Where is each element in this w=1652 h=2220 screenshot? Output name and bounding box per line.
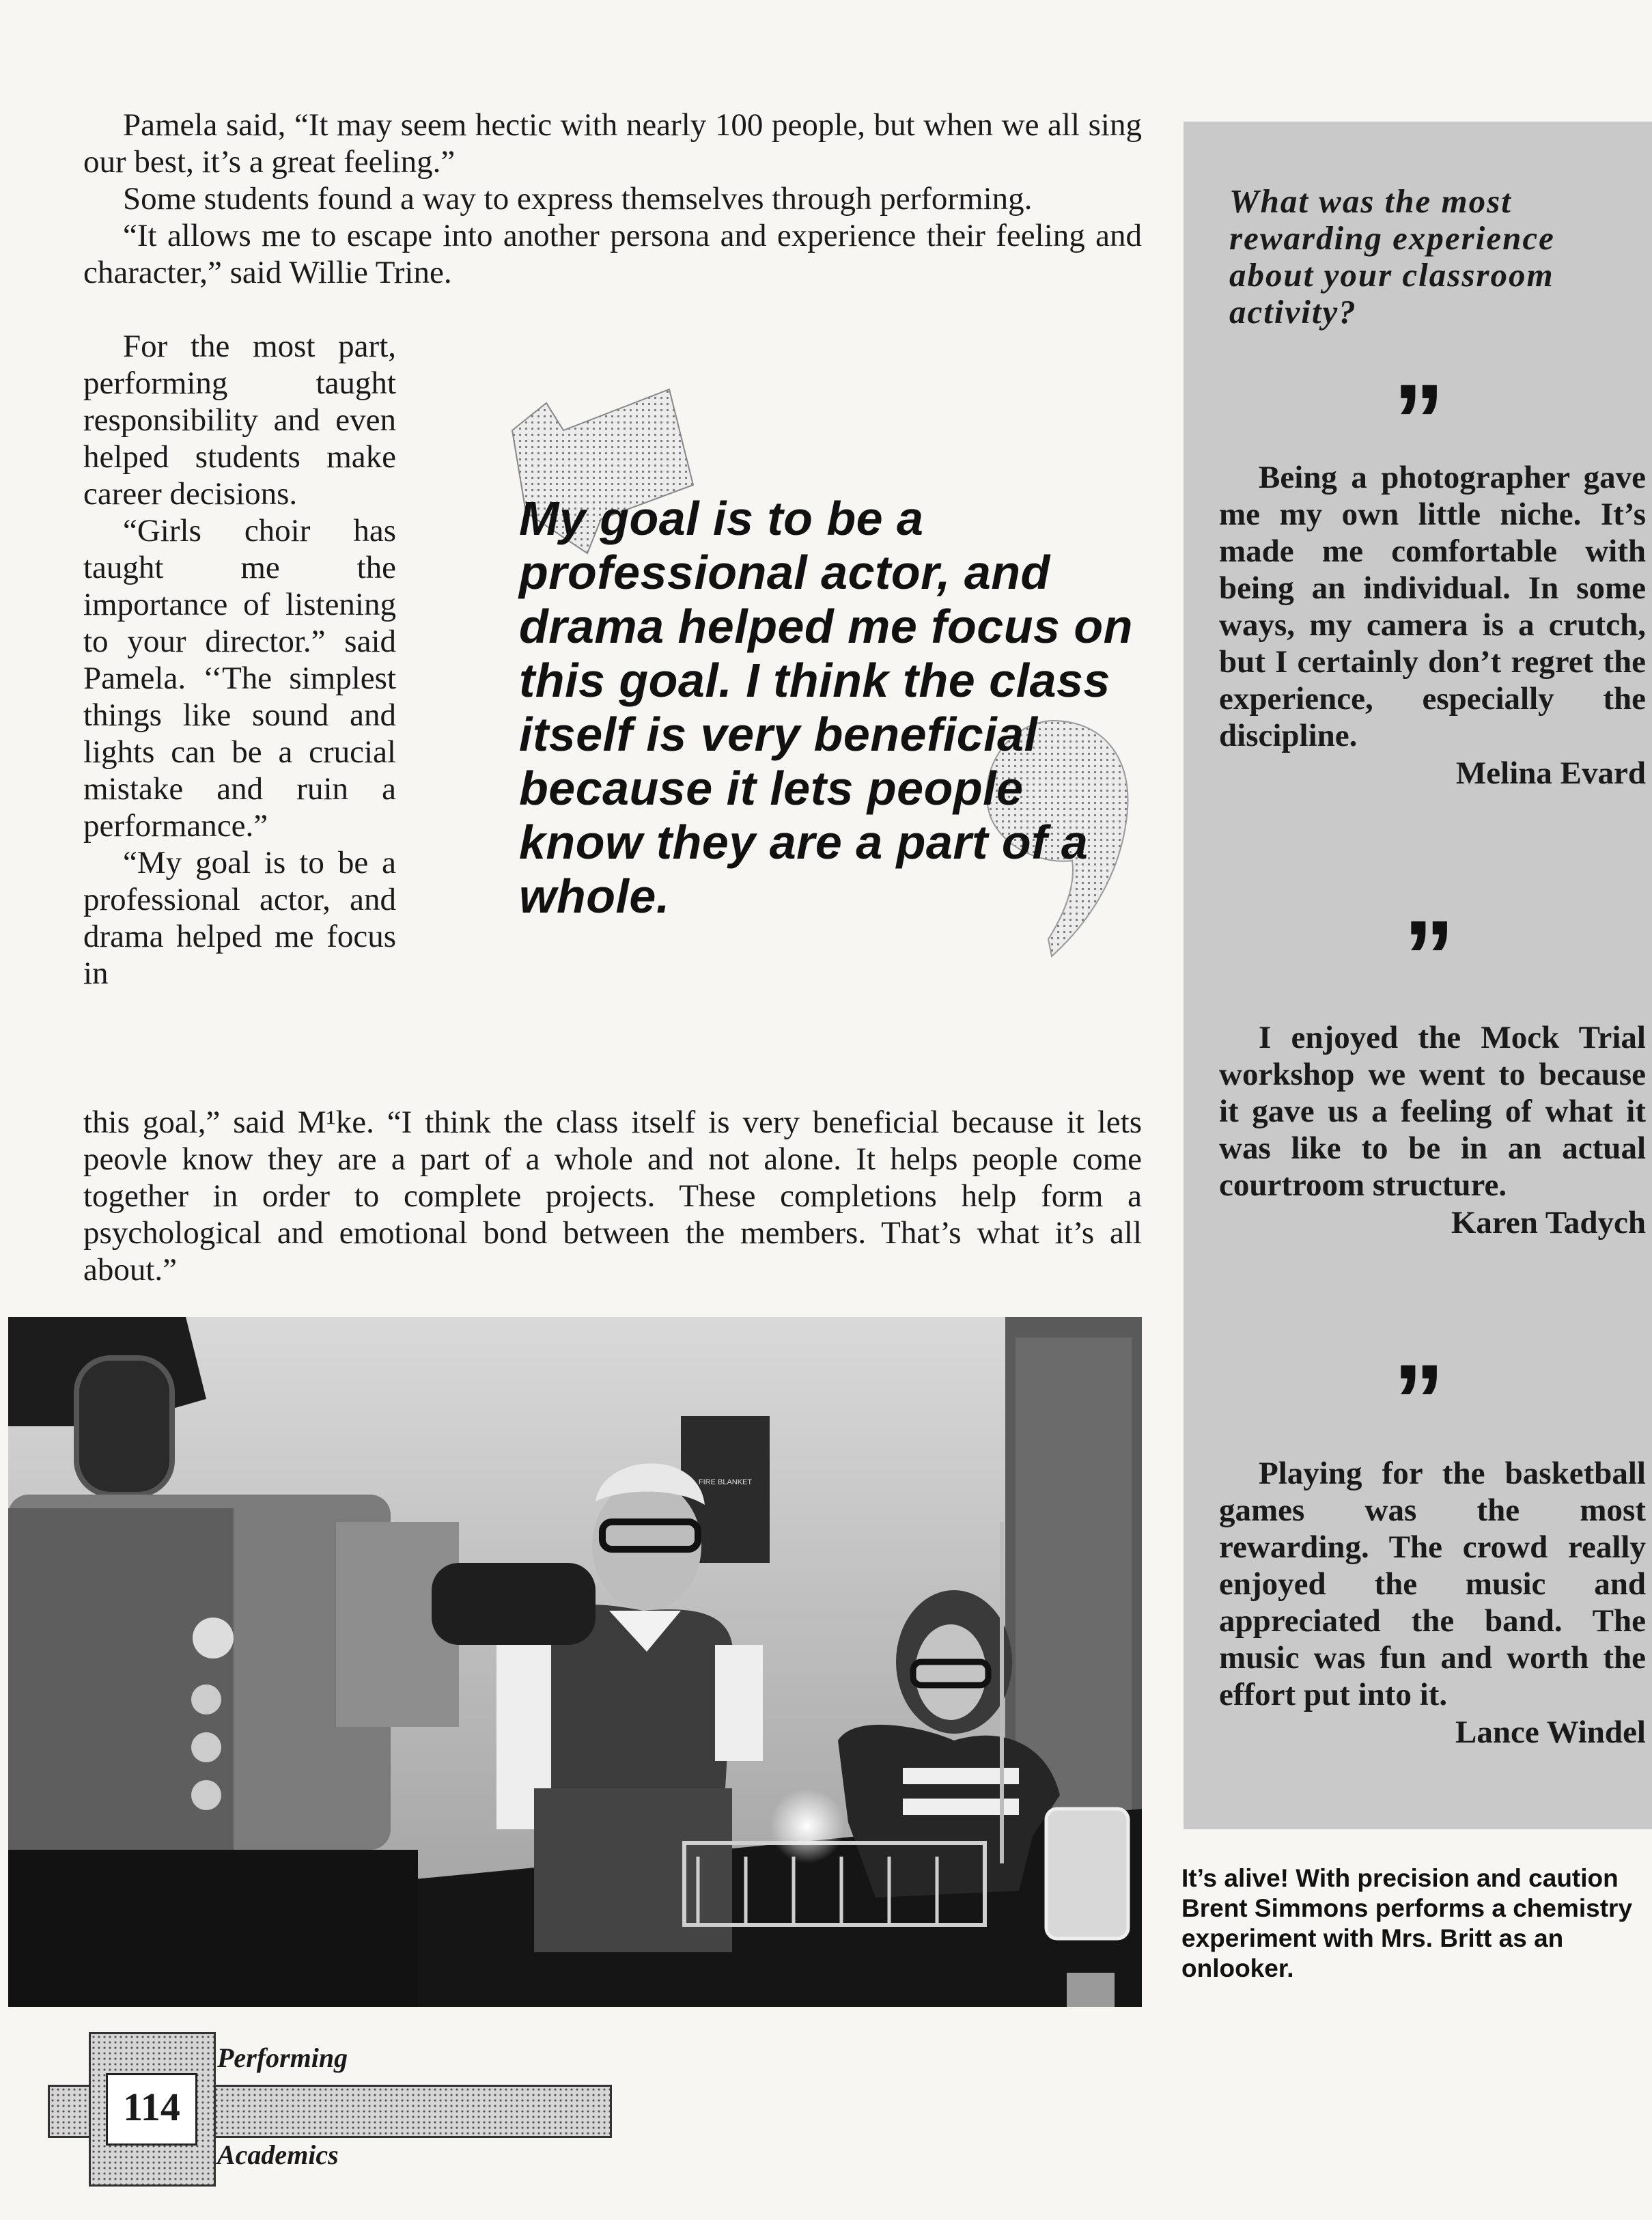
- lab-photo-image: [8, 1317, 1142, 2007]
- sidebar-quote-text: I enjoyed the Mock Trial workshop we went to because it gave us a feeling of what it was like to be in an actual courtroom structure.: [1219, 1020, 1646, 1203]
- quote-mark-icon: ”: [1393, 363, 1444, 477]
- sidebar-quote: [1219, 1455, 1646, 1751]
- fire-blanket-sign: FIRE BLANKET: [698, 1478, 753, 1486]
- article-closing: [83, 1104, 1142, 1288]
- article-paragraph: “My goal is to be a professional actor, and drama helped me focus in: [83, 845, 396, 991]
- sidebar-quote-author: Melina Evard: [1455, 755, 1646, 791]
- article-paragraph: “It allows me to escape into another persona and experience their feeling and character,” said Willie Trine.: [83, 218, 1142, 290]
- folio-section-title: Performing: [217, 2042, 348, 2073]
- article-narrow-column: [83, 328, 396, 992]
- quote-mark-icon: ”: [1403, 899, 1455, 1014]
- sidebar-quote-text: Playing for the basketball games was the most rewarding. The crowd really enjoyed the music and appreciated the band. The music was fun and worth the effort put into it.: [1219, 1456, 1646, 1712]
- page-number: 114: [123, 2085, 180, 2129]
- article-paragraph: Some students found a way to express themselves through performing.: [123, 181, 1033, 217]
- article-paragraph: Pamela said, “It may seem hectic with nearly 100 people, but when we all sing our best, it’s a great feeling.”: [83, 107, 1142, 180]
- sidebar-quote-text: Being a photographer gave me my own little niche. It’s made me comfortable with being an individual. In some ways, my camera is a crutch, but I certainly don’t regret the experience, especially the discipline.: [1219, 460, 1646, 753]
- article-paragraph: this goal,” said M¹ke. “I think the class itself is very beneficial because it lets peoνle know they are a part of a whole and not alone. It helps people come together in order to complete projects. These completions help form a psychological and emotional bond between the members. That’s what it’s all about.”: [83, 1105, 1142, 1288]
- folio-section-subtitle: Academics: [217, 2139, 339, 2170]
- quote-mark-icon: ”: [1393, 1343, 1444, 1458]
- article-intro: [83, 107, 1142, 291]
- sidebar-quote-author: Lance Windel: [1455, 1715, 1646, 1750]
- sidebar-quote: [1219, 459, 1646, 792]
- article-paragraph: “Girls choir has taught me the importance of listening to your director.” said Pamela. ‘‘The simplest things like sound and lights can be a crucial mistake and ruin a performance.”: [83, 513, 396, 844]
- sidebar-question: What was the most rewarding experience about your classroom activity?: [1229, 182, 1555, 331]
- sidebar-quote: [1219, 1019, 1646, 1242]
- sidebar-quote-author: Karen Tadych: [1451, 1205, 1646, 1240]
- lab-photo: [8, 1317, 1142, 2007]
- photo-caption: It’s alive! With precision and caution Brent Simmons performs a chemistry experiment with Mrs. Britt as an onlooker.: [1181, 1864, 1633, 1982]
- pull-quote: My goal is to be a professional actor, and drama helped me focus on this goal. I think the class itself is very beneficial because it lets people know they are a part of a whole.: [519, 492, 1133, 923]
- article-paragraph: For the most part, performing taught responsibility and even helped students make career decisions.: [83, 329, 396, 512]
